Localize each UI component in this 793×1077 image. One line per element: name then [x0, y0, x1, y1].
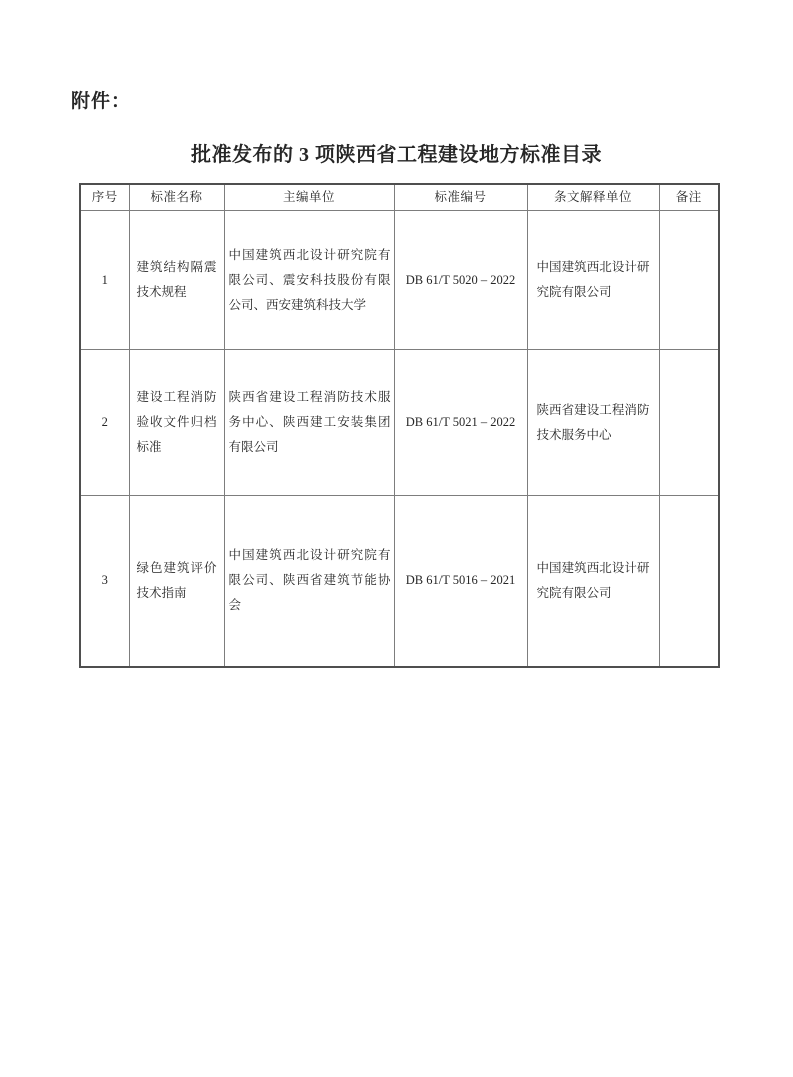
cell-seq: 3	[80, 496, 129, 667]
cell-chief-editor-unit: 陕西省建设工程消防技术服务中心、陕西建工安装集团有限公司	[224, 350, 394, 496]
cell-remarks	[659, 350, 719, 496]
cell-chief-editor-unit: 中国建筑西北设计研究院有限公司、震安科技股份有限公司、西安建筑科技大学	[224, 211, 394, 350]
cell-chief-editor-unit: 中国建筑西北设计研究院有限公司、陕西省建筑节能协会	[224, 496, 394, 667]
table-row	[80, 350, 719, 496]
document-title: 批准发布的 3 项陕西省工程建设地方标准目录	[191, 144, 602, 166]
cell-standard-code: DB 61/T 5020 – 2022	[394, 211, 527, 350]
standards-table	[79, 183, 720, 668]
header-standard-code: 标准编号	[394, 184, 527, 211]
cell-standard-name: 建设工程消防验收文件归档标准	[129, 350, 224, 496]
attachment-label: 附件：	[71, 91, 132, 112]
header-interpretation-unit: 条文解释单位	[527, 184, 659, 211]
table-header-row	[80, 184, 719, 211]
cell-standard-code: DB 61/T 5021 – 2022	[394, 350, 527, 496]
header-chief-editor-unit: 主编单位	[224, 184, 394, 211]
table-row	[80, 496, 719, 667]
cell-standard-code: DB 61/T 5016 – 2021	[394, 496, 527, 667]
cell-remarks	[659, 211, 719, 350]
standards-table-container	[79, 183, 718, 668]
cell-remarks	[659, 496, 719, 667]
cell-standard-name: 绿色建筑评价技术指南	[129, 496, 224, 667]
table-row	[80, 211, 719, 350]
cell-interpretation-unit: 中国建筑西北设计研究院有限公司	[527, 496, 659, 667]
header-seq: 序号	[80, 184, 129, 211]
cell-interpretation-unit: 陕西省建设工程消防技术服务中心	[527, 350, 659, 496]
cell-standard-name: 建筑结构隔震技术规程	[129, 211, 224, 350]
cell-seq: 1	[80, 211, 129, 350]
header-remarks: 备注	[659, 184, 719, 211]
cell-seq: 2	[80, 350, 129, 496]
cell-interpretation-unit: 中国建筑西北设计研究院有限公司	[527, 211, 659, 350]
header-standard-name: 标准名称	[129, 184, 224, 211]
